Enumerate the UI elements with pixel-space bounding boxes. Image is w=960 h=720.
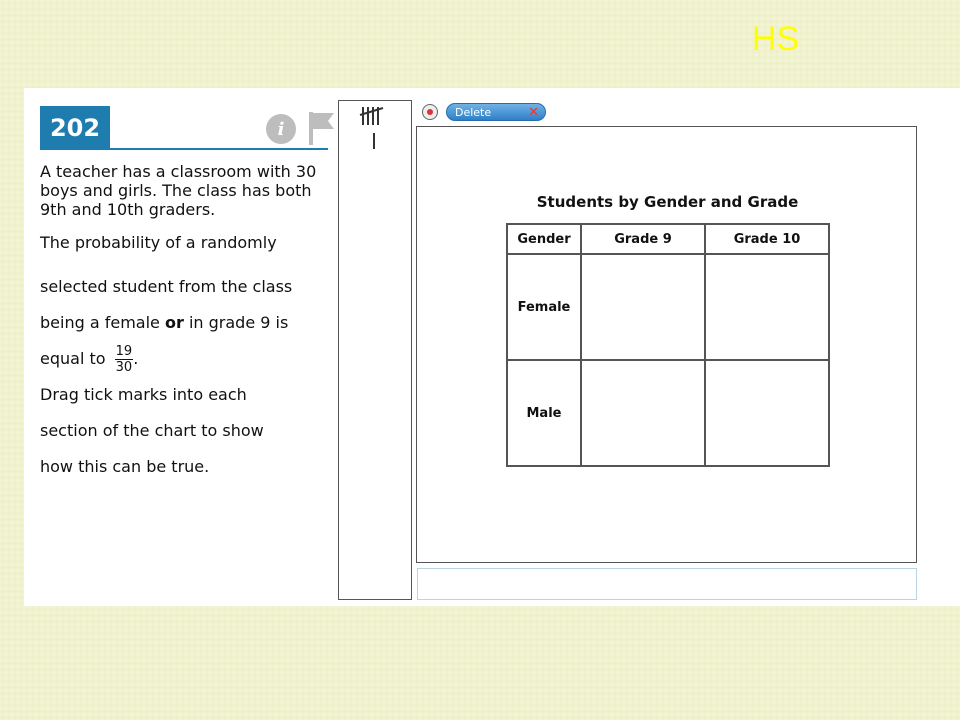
question-text: [40, 162, 340, 485]
close-icon: ✕: [528, 105, 539, 120]
question-line-part: equal to: [40, 349, 106, 368]
answer-input-area[interactable]: [417, 568, 917, 600]
delete-label: Delete: [455, 106, 492, 119]
header-gender: Gender: [507, 224, 581, 254]
info-icon[interactable]: i: [266, 114, 296, 144]
question-line: [40, 305, 340, 341]
row-label-female: Female: [507, 254, 581, 360]
flag-icon[interactable]: [306, 110, 336, 146]
table-row: [507, 360, 829, 466]
question-line: section of the chart to show: [40, 421, 264, 440]
tick-mark-tray: [338, 100, 412, 600]
table-title: Students by Gender and Grade: [536, 193, 799, 211]
header-grade-10: Grade 10: [705, 224, 829, 254]
slide-label: HS: [752, 20, 800, 58]
question-line: selected student from the class: [40, 277, 293, 296]
drop-cell-male-grade-10[interactable]: [705, 360, 829, 466]
fraction-numerator: 19: [115, 344, 133, 359]
tally-five-mark[interactable]: [359, 105, 385, 127]
question-line: [40, 341, 340, 377]
question-intro: A teacher has a classroom with 30 boys and girls. The class has both 9th and 10th graders.: [40, 162, 317, 219]
question-header: [40, 106, 328, 150]
drop-cell-female-grade-9[interactable]: [581, 254, 705, 360]
drop-cell-female-grade-10[interactable]: [705, 254, 829, 360]
fraction-suffix: .: [133, 349, 139, 368]
question-line: Drag tick marks into each: [40, 385, 247, 404]
table-row: [507, 254, 829, 360]
question-line-part: being a female: [40, 313, 160, 332]
drop-cell-male-grade-9[interactable]: [581, 360, 705, 466]
question-line: The probability of a randomly: [40, 233, 277, 252]
question-panel: [24, 88, 960, 606]
emphasis-or: or: [164, 313, 184, 332]
question-line: how this can be true.: [40, 457, 210, 476]
question-number: 202: [40, 106, 110, 150]
delete-button[interactable]: [446, 103, 546, 121]
drop-canvas: [416, 126, 917, 563]
question-line-part: in grade 9 is: [188, 313, 289, 332]
row-label-male: Male: [507, 360, 581, 466]
header-grade-9: Grade 9: [581, 224, 705, 254]
fraction-denominator: 30: [115, 360, 133, 375]
header-divider: [40, 148, 328, 150]
select-tool-button[interactable]: [422, 104, 438, 120]
single-tick-mark[interactable]: [371, 131, 377, 151]
probability-fraction: [115, 344, 134, 375]
gender-grade-table: [506, 223, 830, 467]
table-header-row: [507, 224, 829, 254]
